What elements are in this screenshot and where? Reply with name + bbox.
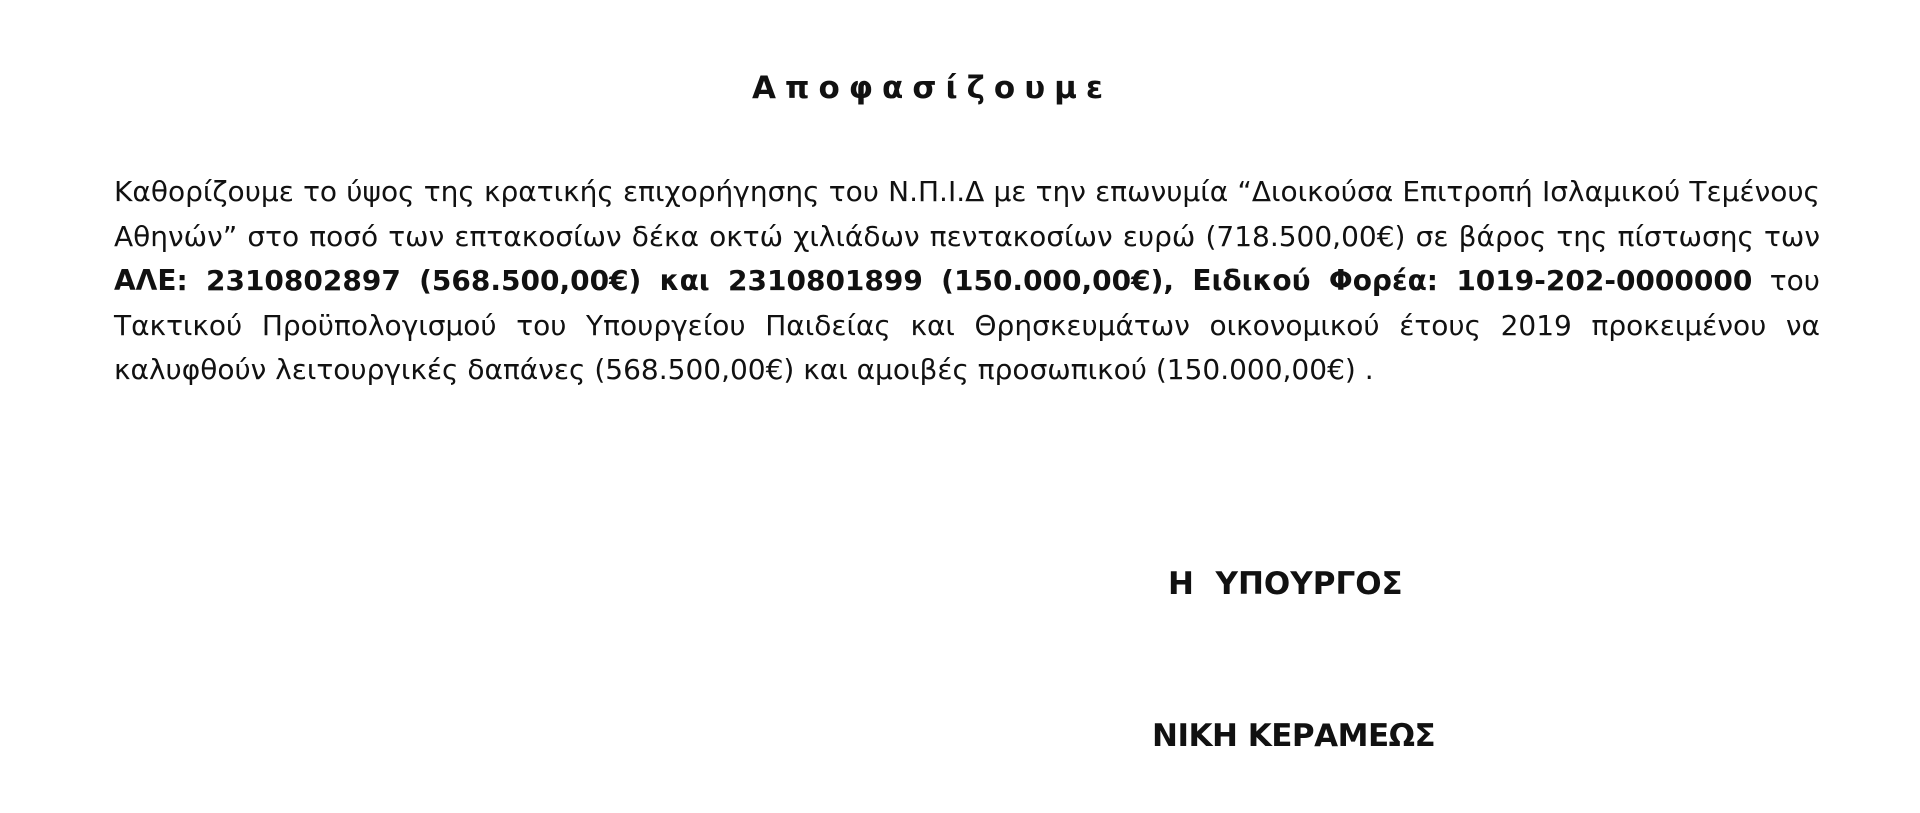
decision-heading: Αποφασίζουμε: [752, 70, 1113, 106]
signatory-title: Η ΥΠΟΥΡΓΟΣ: [1168, 566, 1403, 602]
paragraph-budget-codes: ΑΛΕ: 2310802897 (568.500,00€) και 2310801899 (150.000,00€), Ειδικού Φορέα: 1019-202-0000000: [114, 264, 1753, 298]
decision-paragraph: [114, 170, 1820, 393]
signatory-name: ΝΙΚΗ ΚΕΡΑΜΕΩΣ: [1152, 718, 1436, 754]
paragraph-text-start: Καθορίζουμε το ύψος της κρατικής επιχορήγησης του Ν.Π.Ι.Δ με την επωνυμία “Διοικούσα Επιτροπή Ισλαμικού Τεμένους Αθηνών” στο ποσό των επτακοσίων δέκα οκτώ χιλιάδων πεντακοσίων ευρώ (718.500,00€) σε βάρος της πίστωσης των: [114, 175, 1820, 253]
paragraph-text-end: του Τακτικού Προϋπολογισμού του Υπουργείου Παιδείας και Θρησκευμάτων οικονομικού έτους 2019 προκειμένου να καλυφθούν λειτουργικές δαπάνες (568.500,00€) και αμοιβές προσωπικού (150.000,00€) .: [114, 264, 1820, 387]
